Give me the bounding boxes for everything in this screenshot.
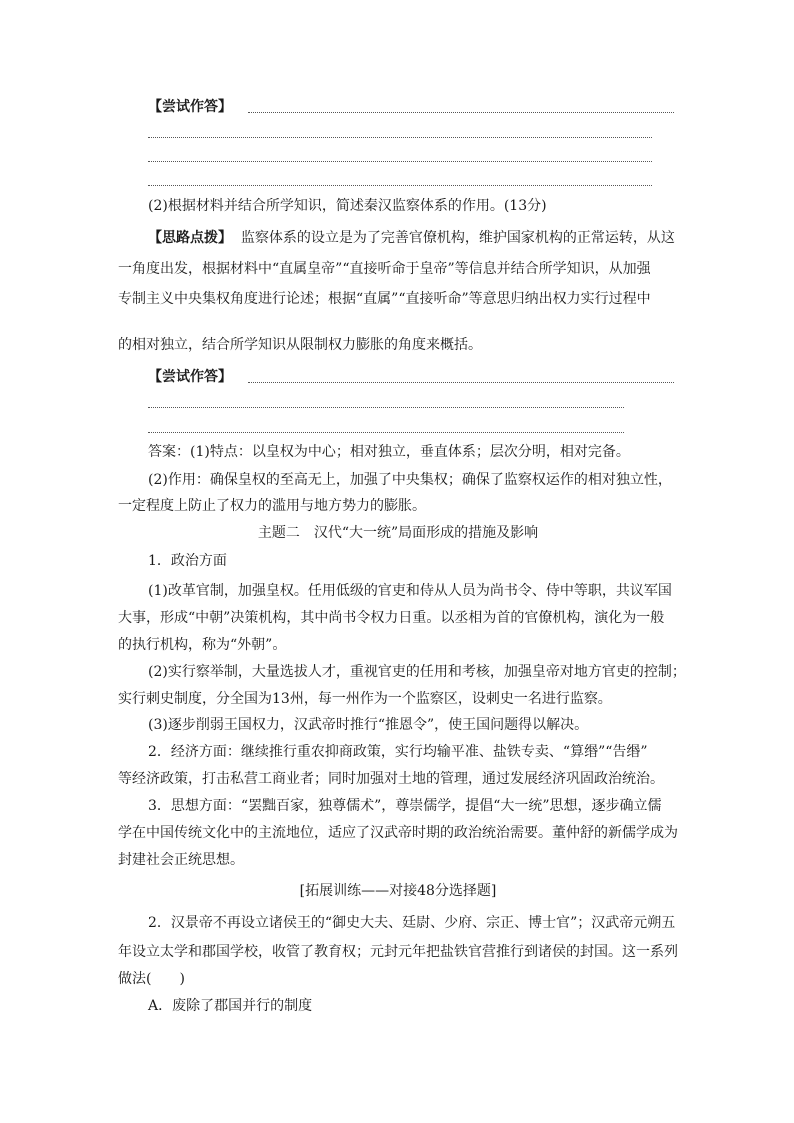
politics-line-6: (3)逐步削弱王国权力，汉武帝时推行“推恩令”，使王国问题得以解决。 [148,717,589,733]
answer-line [148,407,624,408]
economy-line-1: 2．经济方面：继续推行重农抑商政策，实行均输平准、盐铁专卖、“算缗”“告缗” [148,744,648,760]
answer-text-2: (2)作用：确保皇权的至高无上，加强了中央集权；确保了监察权运作的相对独立性， [148,472,672,488]
thought-line-1: 3．思想方面：“罢黜百家，独尊儒术”，尊崇儒学，提倡“大一统”思想，逐步确立儒 [148,798,662,814]
practice-line-1: 2．汉景帝不再设立诸侯王的“御史大夫、廷尉、少府、宗正、博士官”；汉武帝元朔五 [148,915,676,931]
politics-line-5: 实行刺史制度，分全国为13州，每一州作为一个监察区，设刺史一名进行监察。 [118,691,612,707]
option-a[interactable]: A．废除了郡国并行的制度 [148,998,313,1014]
hint-line-4: 的相对独立，结合所学知识从限制权力膨胀的角度来概括。 [118,337,482,353]
politics-heading: 1．政治方面 [148,553,227,569]
hint-line-3: 专制主义中央集权角度进行论述；根据“直属”“直接听命”等意思归纳出权力实行过程中 [118,291,651,307]
politics-line-3: 的执行机构，称为“外朝”。 [118,637,287,653]
hint-line-1: 【思路点拨】 监察体系的设立是为了完善官僚机构，维护国家机构的正常运转，从这 [148,230,675,246]
answer-line [248,382,674,383]
thought-line-3: 封建社会正统思想。 [118,852,244,868]
answer-line [148,432,624,433]
try-answer-row-1 [148,96,232,118]
thought-line-2: 学在中国传统文化中的主流地位，适应了汉武帝时期的政治统治需要。董仲舒的新儒学成为 [118,825,678,841]
answer-line [148,185,652,186]
hint-label: 【思路点拨】 [148,230,232,246]
politics-line-4: (2)实行察举制，大量选拔人才，重视官吏的任用和考核，加强皇帝对地方官吏的控制； [148,664,686,680]
answer-text-1: 答案：(1)特点：以皇权为中心；相对独立，垂直体系；层次分明，相对完备。 [148,444,630,460]
try-answer-row-2 [148,366,232,388]
practice-title: [拓展训练——对接48分选择题] [299,883,497,899]
politics-line-1: (1)改革官制，加强皇权。任用低级的官吏和侍从人员为尚书令、侍中等职，共议军国 [148,583,672,599]
answer-line [248,112,674,113]
topic-title: 主题二 汉代“大一统”局面形成的措施及影响 [257,525,539,541]
politics-line-2: 大事，形成“中朝”决策机构，其中尚书令权力日重。以丞相为首的官僚机构，演化为一般 [118,610,665,626]
economy-line-2: 等经济政策，打击私营工商业者；同时加强对土地的管理，通过发展经济巩固政治统治。 [118,771,664,787]
answer-line [148,137,652,138]
try-answer-label: 【尝试作答】 [148,369,232,385]
question-2: (2)根据材料并结合所学知识，简述秦汉监察体系的作用。(13分) [148,198,547,214]
practice-line-2: 年设立太学和郡国学校，收管了教育权；元封元年把盐铁官营推行到诸侯的封国。这一系列 [118,944,678,960]
hint-line-2: 一角度出发，根据材料中“直属皇帝”“直接听命于皇帝”等信息并结合所学知识，从加强 [118,261,651,277]
answer-text-3: 一定程度上防止了权力的滥用与地方势力的膨胀。 [118,498,426,514]
try-answer-label: 【尝试作答】 [148,99,232,115]
answer-line [148,161,652,162]
practice-line-3: 做法( ) [118,971,185,987]
